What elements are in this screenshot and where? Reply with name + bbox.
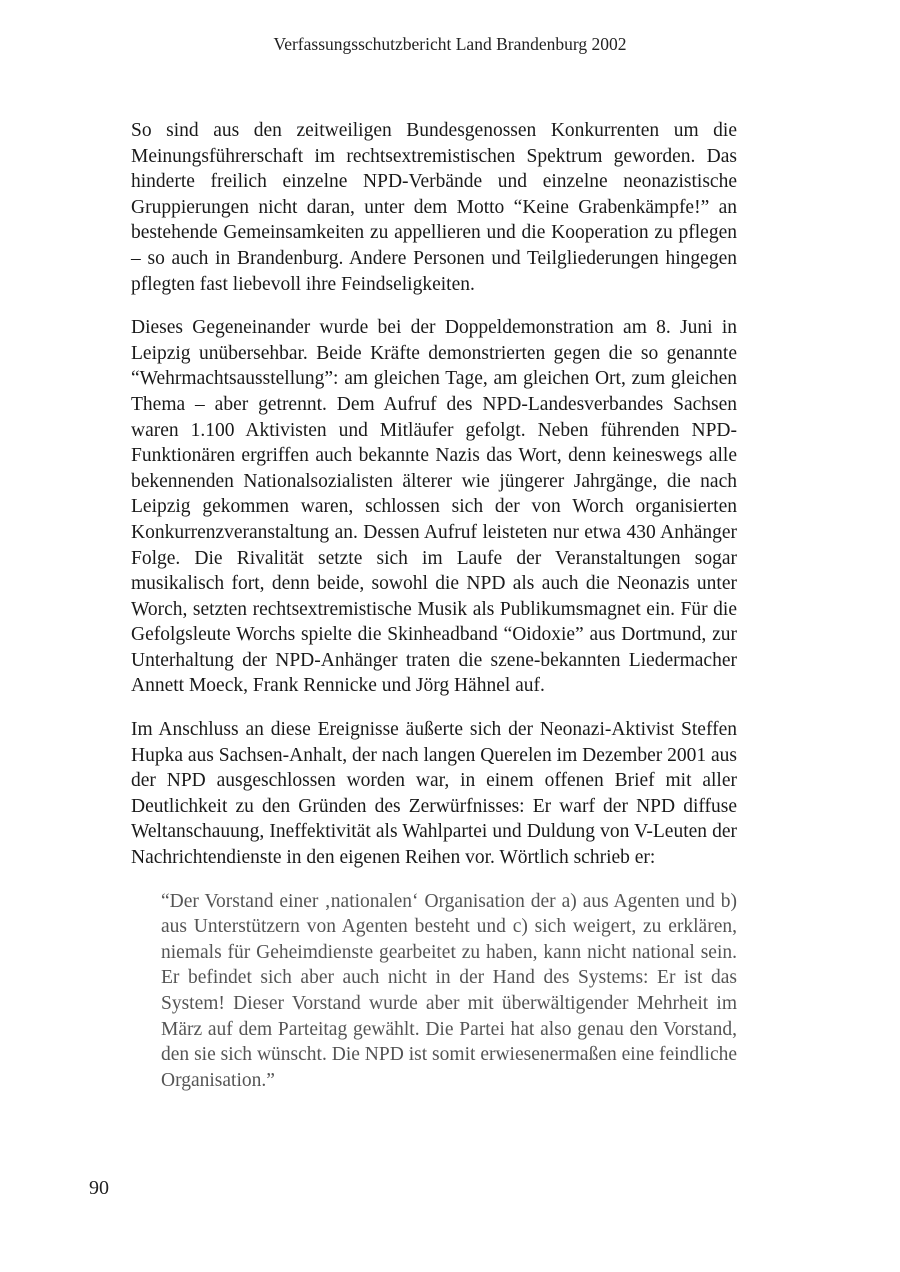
body-text bbox=[131, 118, 737, 1093]
paragraph-3: Im Anschluss an diese Ereignisse äußerte sich der Neonazi-Aktivist Steffen Hupka aus Sachsen-Anhalt, der nach langen Querelen im Dezember 2001 aus der NPD ausgeschlossen worden war, in einem offenen Brief mit aller Deutlichkeit zu den Gründen des Zerwürfnisses: Er warf der NPD diffuse Weltanschauung, Ineffektivität als Wahlpartei und Duldung von V-Leuten der Nachrichtendienste in den eigenen Reihen vor. Wörtlich schrieb er: bbox=[131, 719, 737, 869]
paragraph-2: Dieses Gegeneinander wurde bei der Doppeldemonstration am 8. Juni in Leipzig unübersehbar. Beide Kräfte demonstrierten gegen die so genannte “Wehrmachtsausstellung”: am gleichen Tage, am gleichen Ort, zum gleichen Thema – aber getrennt. Dem Aufruf des NPD-Landesverbandes Sachsen waren 1.100 Aktivisten und Mitläufer gefolgt. Neben führenden NPD-Funktionären ergriffen auch bekannte Nazis das Wort, denn keineswegs alle bekennenden Nationalsozialisten älterer wie jüngerer Jahrgänge, die nach Leipzig gekommen waren, schlossen sich der von Worch organisierten Konkurrenzveranstaltung an. Dessen Aufruf leisteten nur etwa 430 Anhänger Folge. Die Rivalität setzte sich im Laufe der Veranstaltungen sogar musikalisch fort, denn beide, sowohl die NPD als auch die Neonazis unter Worch, setzten rechtsextremistische Musik als Publikumsmagnet ein. Für die Gefolgsleute Worchs spielte die Skinheadband “Oidoxie” aus Dortmund, zur Unterhaltung der NPD-Anhänger traten die szene-bekannten Liedermacher Annett Moeck, Frank Rennicke und Jörg Hähnel auf. bbox=[131, 317, 737, 697]
block-quote: “Der Vorstand einer ‚nationalen‘ Organisation der a) aus Agenten und b) aus Unterstützern von Agenten besteht und c) sich weigert, zu erklären, niemals für Geheimdienste gearbeitet zu haben, kann nicht national sein. Er befindet sich aber auch nicht in der Hand des Systems: Er ist das System! Dieser Vorstand wurde aber mit überwältigender Mehrheit im März auf dem Parteitag gewählt. Die Partei hat also genau den Vorstand, den sie sich wünscht. Die NPD ist somit erwiesenermaßen eine feindliche Organisation.” bbox=[161, 890, 737, 1091]
page-number: 90 bbox=[89, 1177, 109, 1199]
paragraph-1: So sind aus den zeitweiligen Bundesgenossen Konkurrenten um die Meinungsführerschaft im rechtsextremistischen Spektrum geworden. Das hinderte freilich einzelne NPD-Verbände und einzelne neonazistische Gruppierungen nicht daran, unter dem Motto “Keine Grabenkämpfe!” an bestehende Gemeinsamkeiten zu appellieren und die Kooperation zu pflegen – so auch in Brandenburg. Andere Personen und Teilgliederungen hingegen pflegten fast liebevoll ihre Feindseligkeiten. bbox=[131, 120, 737, 295]
running-header: Verfassungsschutzbericht Land Brandenburg 2002 bbox=[273, 34, 627, 54]
